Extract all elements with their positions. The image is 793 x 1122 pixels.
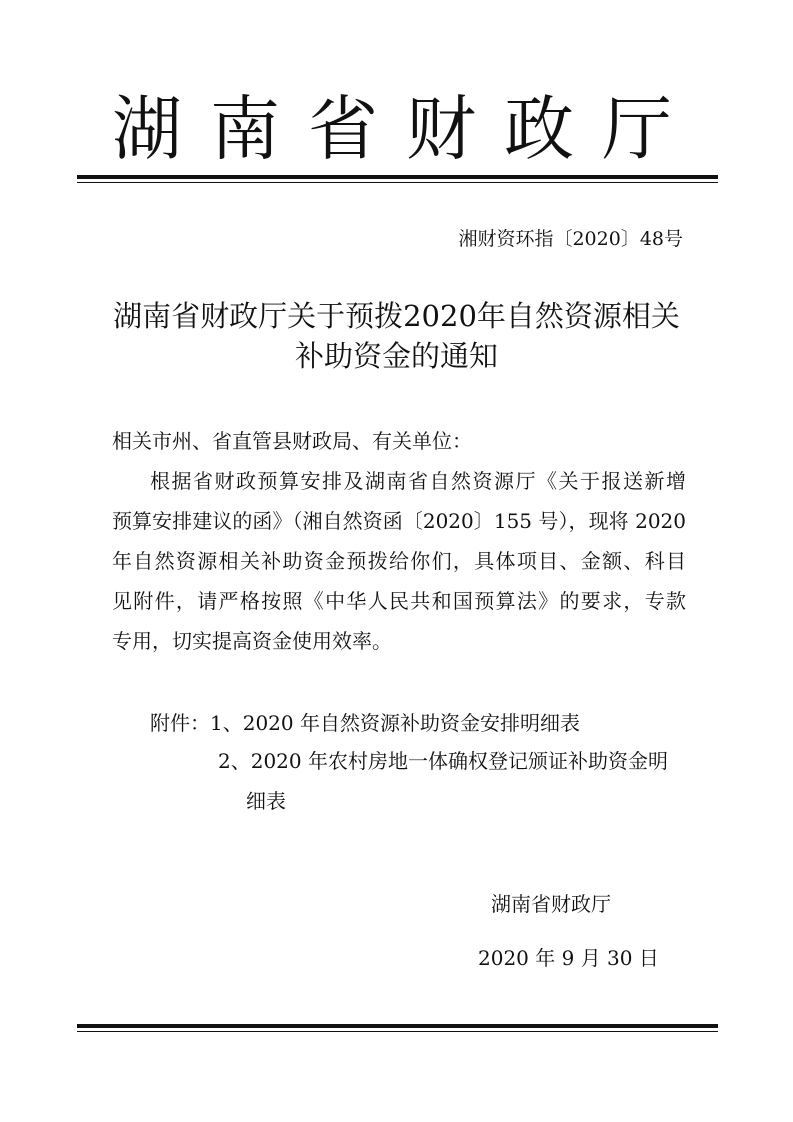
attachment-line-1: 附件：1、2020 年自然资源补助资金安排明细表	[150, 711, 580, 735]
body-line-5: 专用，切实提高资金使用效率。	[112, 629, 392, 653]
attachment-line-2: 2、2020 年农村房地一体确权登记颁证补助资金明	[218, 749, 668, 773]
document-title-line-1: 湖南省财政厅关于预拨2020年自然资源相关	[113, 299, 680, 333]
attachment-line-3: 细表	[246, 789, 286, 813]
signature-date: 2020 年 9 月 30 日	[478, 946, 659, 970]
body-line-2: 预算安排建议的函》（湘自然资函〔2020〕155 号），现将 2020	[112, 509, 686, 533]
footer-rule-thick	[77, 1024, 718, 1028]
body-line-1: 根据省财政预算安排及湖南省自然资源厅《关于报送新增	[150, 469, 686, 493]
document-title-line-2: 补助资金的通知	[294, 339, 498, 373]
body-line-4: 见附件，请严格按照《中华人民共和国预算法》的要求，专款	[112, 589, 686, 613]
signature-organization: 湖南省财政厅	[491, 892, 611, 916]
issuer-title: 湖南省财政厅	[112, 88, 700, 170]
document-number: 湘财资环指〔2020〕48号	[458, 228, 683, 250]
header-rule-thick	[77, 175, 718, 179]
body-line-3: 年自然资源相关补助资金预拨给你们，具体项目、金额、科目	[112, 549, 686, 573]
footer-rule-thin	[77, 1031, 718, 1032]
header-rule-thin	[77, 182, 718, 183]
salutation: 相关市州、省直管县财政局、有关单位：	[112, 429, 472, 453]
